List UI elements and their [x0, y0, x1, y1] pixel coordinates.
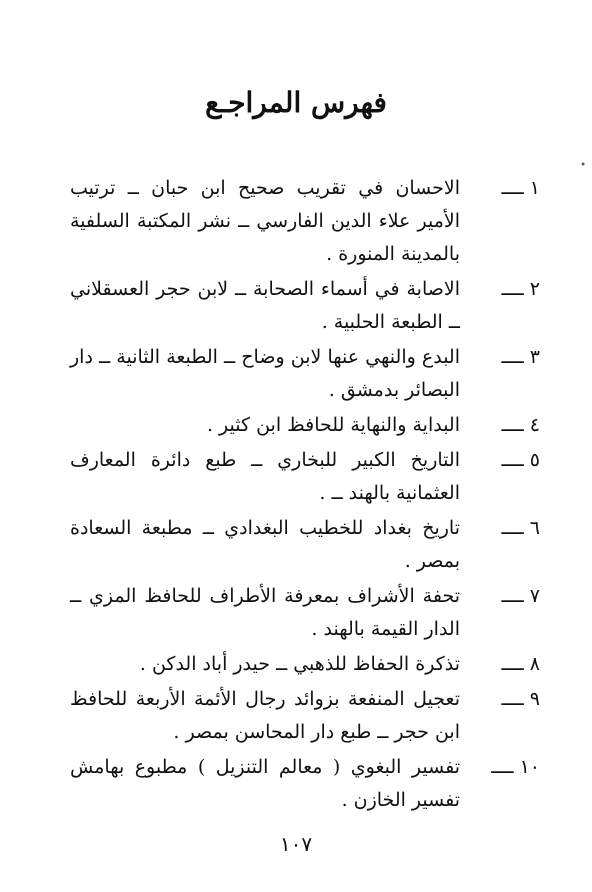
page-number: ١٠٧	[279, 832, 313, 856]
reference-text: البداية والنهاية للحافظ ابن كثير .	[206, 414, 460, 436]
edge-mark: •	[580, 160, 586, 171]
reference-number: ٦ ــــ	[501, 517, 540, 539]
reference-item	[70, 172, 540, 271]
reference-text: تعجيل المنفعة بزوائد رجال الأئمة الأربعة للحافظ ابن حجر ــ طبع دار المحاسن بمصر .	[70, 688, 460, 743]
reference-item	[70, 512, 540, 578]
references-list	[70, 172, 540, 819]
reference-number: ١٠ ــــ	[491, 756, 540, 778]
reference-item	[70, 273, 540, 339]
reference-number: ١ ــــ	[501, 177, 540, 199]
reference-item	[70, 648, 540, 681]
reference-number: ٧ ــــ	[501, 585, 540, 607]
page-title: فهرس المراجـع	[205, 86, 387, 119]
reference-number: ٣ ــــ	[501, 346, 540, 368]
reference-text: تاريخ بغداد للخطيب البغدادي ــ مطبعة السعادة بمصر .	[70, 517, 460, 572]
reference-number: ٥ ــــ	[501, 449, 540, 471]
reference-text: الاحسان في تقريب صحيح ابن حبان ــ ترتيب الأمير علاء الدين الفارسي ــ نشر المكتبة السلفية بالمدينة المنورة .	[70, 177, 460, 265]
reference-item	[70, 683, 540, 749]
reference-text: البدع والنهي عنها لابن وضاح ــ الطبعة الثانية ــ دار البصائر بدمشق .	[70, 346, 460, 401]
reference-item	[70, 409, 540, 442]
reference-item	[70, 580, 540, 646]
reference-number: ٩ ــــ	[501, 688, 540, 710]
reference-item	[70, 444, 540, 510]
reference-text: تحفة الأشراف بمعرفة الأطراف للحافظ المزي ــ الدار القيمة بالهند .	[70, 585, 460, 640]
reference-item	[70, 341, 540, 407]
reference-number: ٤ ــــ	[501, 414, 540, 436]
reference-item	[70, 751, 540, 817]
reference-text: تذكرة الحفاظ للذهبي ــ حيدر أباد الدكن .	[139, 653, 460, 675]
reference-text: التاريخ الكبير للبخاري ــ طبع دائرة المعارف العثمانية بالهند ــ .	[70, 449, 460, 504]
reference-number: ٨ ــــ	[501, 653, 540, 675]
reference-number: ٢ ــــ	[501, 278, 540, 300]
reference-text: تفسير البغوي ( معالم التنزيل ) مطبوع بهامش تفسير الخازن .	[70, 756, 460, 811]
reference-text: الاصابة في أسماء الصحابة ــ لابن حجر العسقلاني ــ الطبعة الحلبية .	[70, 278, 460, 333]
